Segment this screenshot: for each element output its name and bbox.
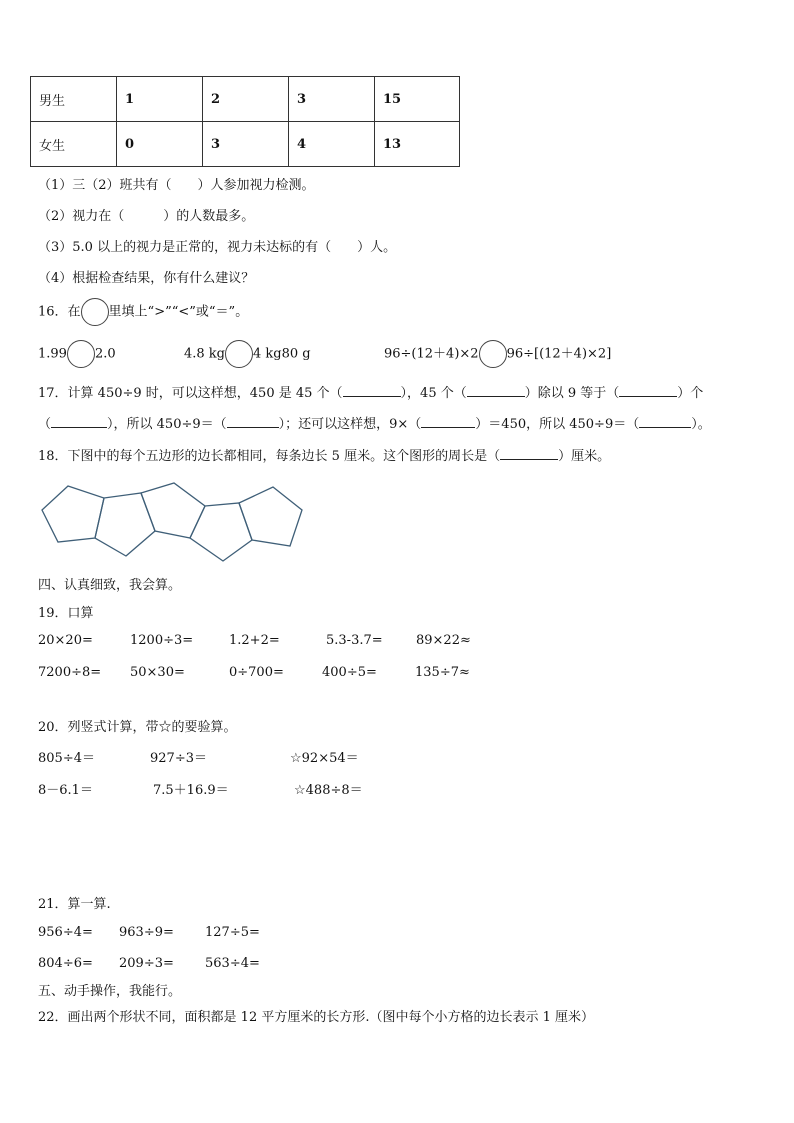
table-cell: 男生 (31, 77, 117, 122)
answer-blank[interactable] (500, 458, 558, 460)
q19-expr: 0÷700= (229, 665, 284, 680)
q16-item-2-left: 4.8 kg (184, 346, 226, 362)
q16-item-1 (38, 340, 116, 369)
answer-blank[interactable] (51, 426, 107, 428)
q17-text: ）＝450，所以 450÷9＝（ (475, 417, 640, 432)
q21-title: 21．算一算. (38, 897, 111, 912)
q16-item-1-left: 1.99 (38, 346, 67, 362)
table-cell: 4 (289, 122, 375, 167)
q17-text: ）；还可以这样想，9×（ (278, 417, 422, 432)
q21-expr: 563÷4= (205, 956, 260, 971)
compare-circle[interactable] (67, 340, 95, 368)
q19-expr: 20×20= (38, 633, 93, 648)
q15-item-4: （4）根据检查结果，你有什么建议？ (38, 271, 255, 286)
q17-line-1 (38, 382, 703, 401)
q16-item-3-right: 96÷[(12＋4)×2] (506, 346, 612, 362)
q20-expr: 805÷4＝ (38, 751, 95, 766)
answer-blank[interactable] (467, 395, 525, 397)
compare-circle[interactable] (479, 340, 507, 368)
q20-expr: 927÷3＝ (150, 751, 207, 766)
table-cell: 0 (117, 122, 203, 167)
q21-expr: 127÷5= (205, 925, 260, 940)
answer-blank[interactable] (227, 426, 279, 428)
q19-expr: 1200÷3= (130, 633, 194, 648)
q16-item-2-right: 4 kg80 g (253, 346, 311, 362)
q17-text: ），45 个（ (400, 386, 467, 401)
compare-circle[interactable] (225, 340, 253, 368)
pentagon-5 (239, 487, 302, 546)
vision-table (30, 76, 460, 167)
q16-item-3-left: 96÷(12＋4)×2 (384, 346, 479, 362)
q16-item-2 (184, 340, 311, 369)
q19-expr: 400÷5= (322, 665, 377, 680)
q15-item-2: （2）视力在（ ）的人数最多。 (38, 209, 255, 224)
q18-text: ）厘米。 (558, 449, 611, 464)
q22-prompt: 22．画出两个形状不同，面积都是 12 平方厘米的长方形.（图中每个小方格的边长表示 1 厘米） (38, 1010, 595, 1025)
pentagon-3 (141, 483, 205, 538)
compare-circle[interactable] (81, 298, 109, 326)
q16-prompt-start: 16．在 (38, 304, 81, 320)
q16-prompt-end: 里填上“>”“<”或“＝”。 (108, 304, 249, 320)
pentagon-chain-figure (34, 478, 314, 566)
q19-expr: 5.3-3.7= (326, 633, 383, 648)
q18-text: 18．下图中的每个五边形的边长都相同，每条边长 5 厘米。这个图形的周长是（ (38, 449, 501, 464)
q20-expr: ☆488÷8＝ (294, 783, 363, 798)
answer-blank[interactable] (639, 426, 691, 428)
q19-expr: 135÷7≈ (415, 665, 470, 680)
pentagon-2 (95, 493, 155, 556)
table-cell: 2 (203, 77, 289, 122)
q19-expr: 1.2+2= (229, 633, 280, 648)
q17-text: ）除以 9 等于（ (524, 386, 620, 401)
q15-item-3: （3）5.0 以上的视力是正常的，视力未达标的有（ ）人。 (38, 240, 397, 255)
q17-text: ）个 (677, 386, 704, 401)
table-row (31, 122, 460, 167)
q20-expr: 7.5＋16.9＝ (153, 783, 229, 798)
table-cell: 女生 (31, 122, 117, 167)
table-cell: 13 (375, 122, 460, 167)
table-cell: 15 (375, 77, 460, 122)
q17-text: ），所以 450÷9＝（ (107, 417, 227, 432)
q21-expr: 963÷9= (119, 925, 174, 940)
q20-expr: ☆92×54＝ (290, 751, 359, 766)
q17-text: ）。 (691, 417, 711, 432)
answer-blank[interactable] (421, 426, 475, 428)
answer-blank[interactable] (343, 395, 401, 397)
q15-item-1: （1）三（2）班共有（ ）人参加视力检测。 (38, 178, 315, 193)
q17-text: 17．计算 450÷9 时，可以这样想，450 是 45 个（ (38, 386, 343, 401)
q16-item-1-right: 2.0 (94, 346, 116, 362)
q17-line-2 (38, 413, 711, 432)
q19-expr: 50×30= (130, 665, 185, 680)
q21-expr: 209÷3= (119, 956, 174, 971)
q17-text: （ (38, 417, 52, 432)
q16-prompt (38, 298, 248, 327)
q18-prompt (38, 445, 610, 464)
q21-expr: 804÷6= (38, 956, 93, 971)
q16-item-3 (384, 340, 611, 369)
q20-title: 20．列竖式计算，带☆的要验算。 (38, 720, 237, 735)
table-cell: 3 (289, 77, 375, 122)
q21-expr: 956÷4= (38, 925, 93, 940)
q20-expr: 8－6.1＝ (38, 783, 93, 798)
answer-blank[interactable] (619, 395, 677, 397)
table-cell: 1 (117, 77, 203, 122)
q19-expr: 89×22≈ (416, 633, 471, 648)
table-cell: 3 (203, 122, 289, 167)
table-row (31, 77, 460, 122)
q19-expr: 7200÷8= (38, 665, 102, 680)
q19-title: 19．口算 (38, 606, 94, 621)
section-5-heading: 五、动手操作，我能行。 (38, 984, 182, 999)
section-4-heading: 四、认真细致，我会算。 (38, 578, 182, 593)
pentagon-1 (42, 486, 104, 542)
